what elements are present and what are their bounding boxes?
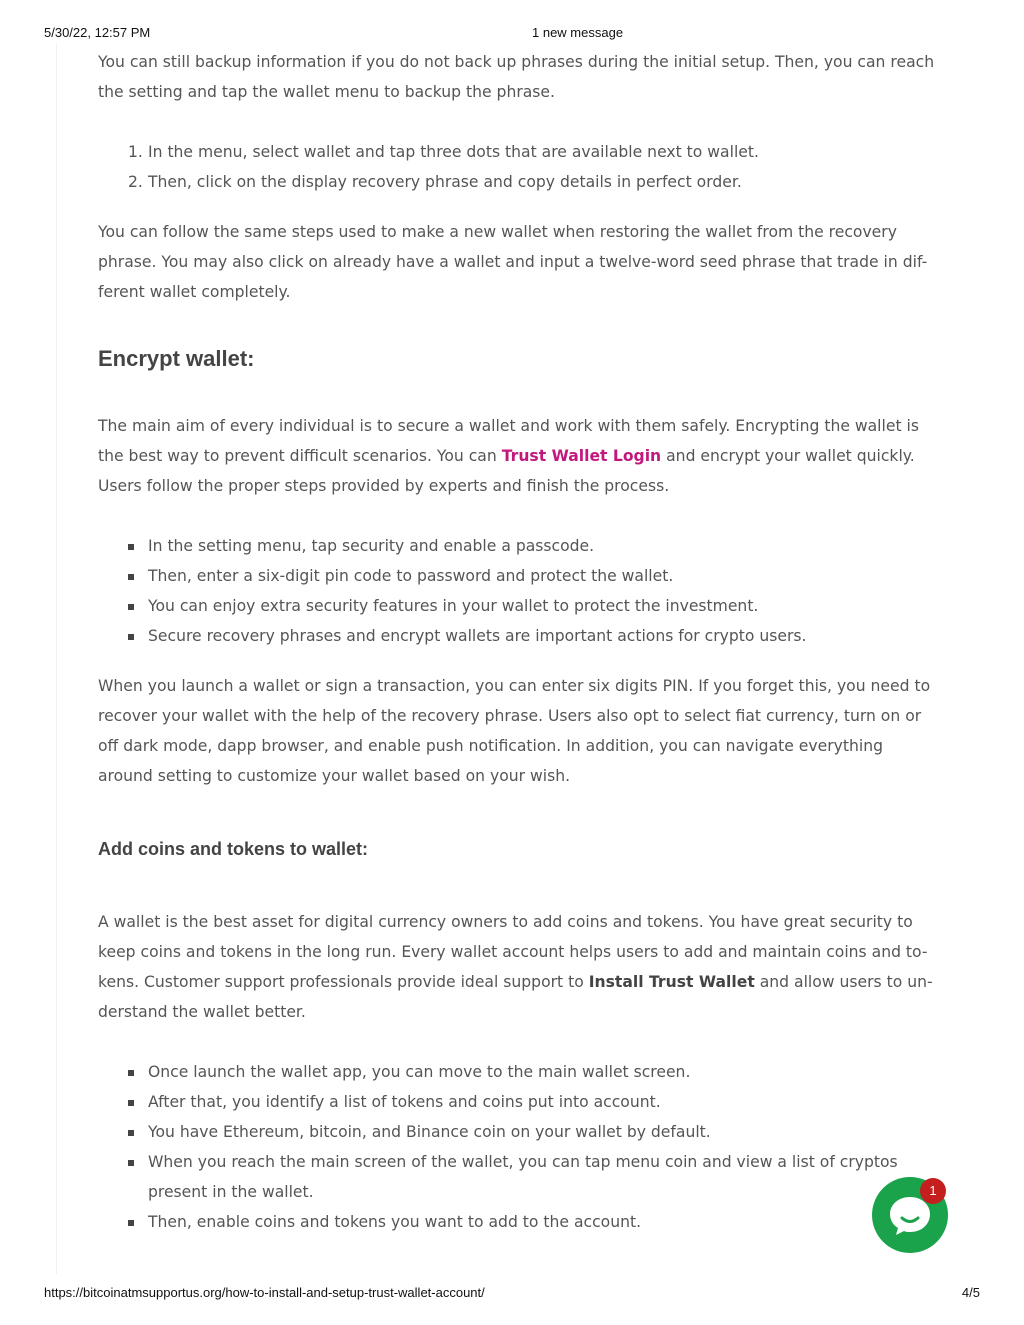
backup-steps-list: [128, 137, 940, 197]
page-url: https://bitcoinatmsupportus.org/how-to-install-and-setup-trust-wallet-account/: [44, 1285, 485, 1300]
list-item: You have Ethereum, bitcoin, and Binance coin on your wallet by default.: [128, 1117, 940, 1147]
page-number: 4/5: [961, 1285, 980, 1300]
list-item: When you reach the main screen of the wallet, you can tap menu coin and view a list of cryptos present in the wallet.: [128, 1147, 940, 1207]
intro-paragraph: You can still backup information if you do not back up phrases during the initial setup. Then, you can reach the setting and tap the wallet menu to backup the phrase.: [98, 53, 935, 101]
install-trust-wallet-link[interactable]: Install Trust Wallet: [588, 973, 755, 991]
print-date: 5/30/22, 12:57 PM: [44, 25, 151, 40]
list-item: Then, enter a six-digit pin code to password and protect the wallet.: [128, 561, 940, 591]
article-content: [98, 47, 940, 1237]
list-item: You can enjoy extra security features in your wallet to protect the investment.: [128, 591, 940, 621]
add-coins-paragraph: A wallet is the best asset for digital currency owners to add coins and tokens. You have great security to keep coins and tokens in the long run. Every wallet account helps users to add and maintain coins and to- kens. Customer support professionals provide ideal support to Install Trust Wallet and allow users to un- derstand the wallet better.: [98, 913, 933, 1021]
encrypt-bullet-list: [128, 531, 940, 651]
notification-badge: 1: [920, 1178, 946, 1204]
list-item: 2. Then, click on the display recovery phrase and copy details in perfect order.: [128, 173, 742, 191]
encrypt-paragraph: The main aim of every individual is to secure a wallet and work with them safely. Encrypting the wallet is the best way to prevent difficult scenarios. You can Trust Wallet Login and encrypt your wallet quickly. Users follow the proper steps provided by experts and finish the process.: [98, 417, 919, 495]
encrypt-heading: Encrypt wallet:: [98, 346, 255, 371]
list-item: After that, you identify a list of tokens and coins put into account.: [128, 1087, 940, 1117]
print-title: 1 new message: [532, 25, 624, 40]
list-item: 1. In the menu, select wallet and tap three dots that are available next to wallet.: [128, 143, 759, 161]
list-item: Once launch the wallet app, you can move to the main wallet screen.: [128, 1057, 940, 1087]
list-item: In the setting menu, tap security and enable a passcode.: [128, 531, 940, 561]
print-header: [0, 25, 1024, 41]
list-item: Then, enable coins and tokens you want to add to the account.: [128, 1207, 940, 1237]
pin-paragraph: When you launch a wallet or sign a transaction, you can enter six digits PIN. If you forget this, you need to recover your wallet with the help of the recovery phrase. Users also opt to select fiat currency, turn on or off dark mode, dapp browser, and enable push notification. In addition, you can navigate everything around setting to customize your wallet based on your wish.: [98, 677, 931, 785]
list-item: Secure recovery phrases and encrypt wallets are important actions for crypto users.: [128, 621, 940, 651]
add-coins-bullet-list: [128, 1057, 940, 1237]
trust-wallet-login-link[interactable]: Trust Wallet Login: [501, 447, 662, 465]
restore-paragraph: You can follow the same steps used to make a new wallet when restoring the wallet from the recovery phrase. You may also click on already have a wallet and input a twelve-word seed phrase that trade in dif- ferent wallet completely.: [98, 223, 928, 301]
add-coins-heading: Add coins and tokens to wallet:: [98, 839, 369, 859]
print-footer: [0, 1285, 1024, 1301]
